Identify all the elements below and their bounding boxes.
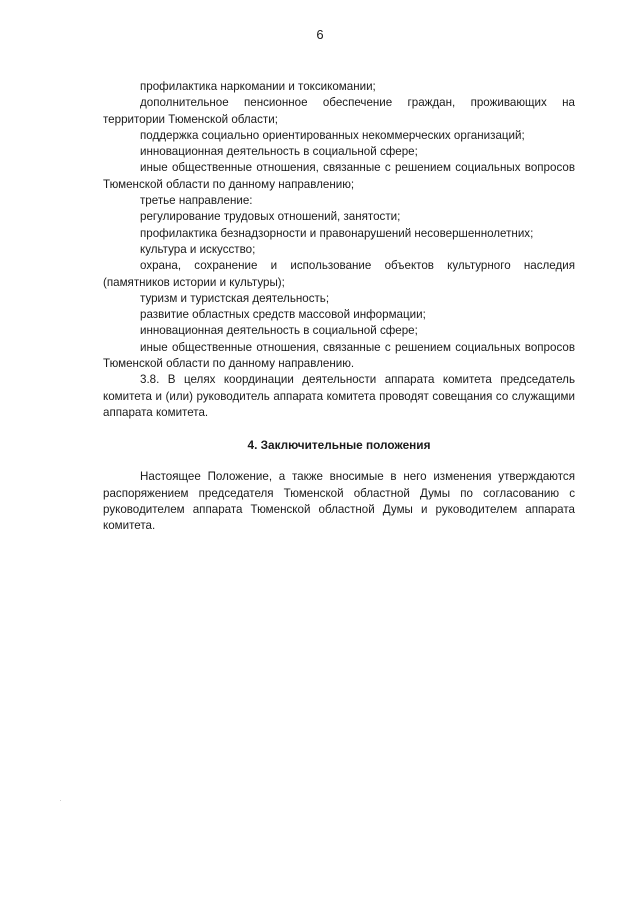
page-number: 6 — [316, 27, 324, 42]
document-body — [103, 79, 575, 534]
paragraph: поддержка социально ориентированных некоммерческих организаций; — [140, 128, 525, 142]
section-title: 4. Заключительные положения — [247, 438, 431, 453]
paragraph: туризм и туристская деятельность; — [140, 291, 330, 305]
paragraph: профилактика наркомании и токсикомании; — [140, 80, 376, 93]
paragraph: инновационная деятельность в социальной сфере; — [140, 324, 418, 338]
scan-speck — [60, 800, 61, 801]
paragraph: иные общественные отношения, связанные с решением социальных вопросов Тюменской области по данному направлению; — [103, 161, 575, 191]
paragraph: профилактика безнадзорности и правонарушений несовершеннолетних; — [140, 226, 534, 240]
paragraph: Настоящее Положение, а также вносимые в него изменения утверждаются распоряжением председателя Тюменской областной Думы по согласованию с руководителем аппарата Тюменской областной Думы и руководителем аппарата комитета. — [103, 470, 575, 533]
paragraph: дополнительное пенсионное обеспечение граждан, проживающих на территории Тюменской области; — [103, 96, 575, 126]
paragraph: культура и искусство; — [140, 242, 256, 256]
paragraph: регулирование трудовых отношений, занятости; — [140, 210, 401, 224]
paragraph: охрана, сохранение и использование объектов культурного наследия (памятников истории и культуры); — [103, 259, 575, 289]
paragraph: третье направление: — [140, 194, 253, 208]
paragraph: инновационная деятельность в социальной сфере; — [140, 145, 418, 159]
paragraph: иные общественные отношения, связанные с решением социальных вопросов Тюменской области по данному направлению. — [103, 340, 575, 371]
paragraph: развитие областных средств массовой информации; — [140, 308, 426, 322]
paragraph: 3.8. В целях координации деятельности аппарата комитета председатель комитета и (или) руководитель аппарата комитета проводят совещания со служащими аппарата комитета. — [103, 373, 575, 419]
